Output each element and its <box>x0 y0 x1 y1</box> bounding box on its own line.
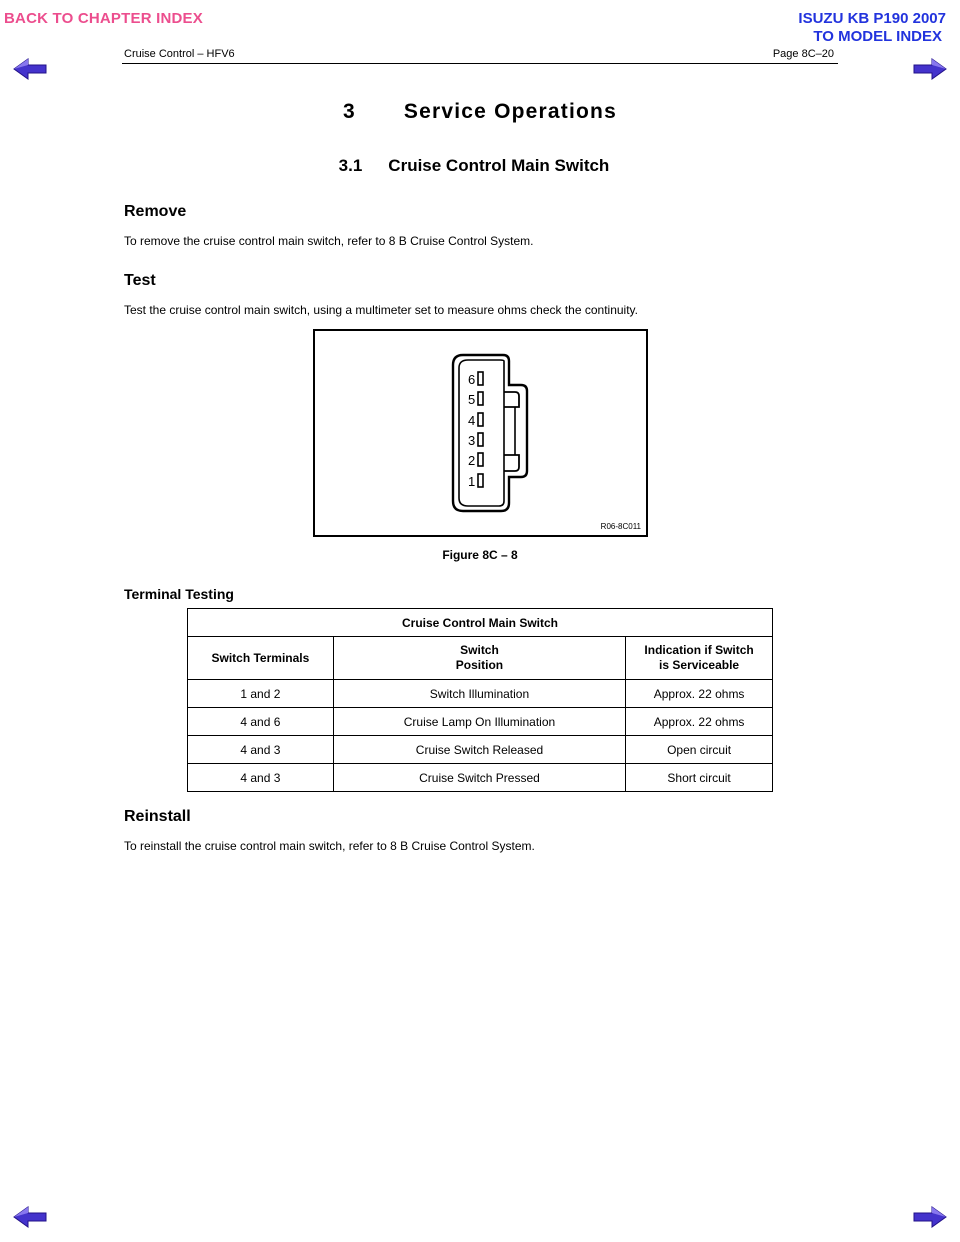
test-heading: Test <box>124 272 156 289</box>
pin-label: 2 <box>468 453 476 468</box>
table-cell: 4 and 3 <box>188 764 334 792</box>
right-arrow-icon[interactable] <box>912 57 948 81</box>
pin-label: 4 <box>468 413 476 428</box>
pin-contact <box>478 433 483 446</box>
switch-connector-figure <box>313 329 648 537</box>
section-title: Service Operations <box>403 100 617 123</box>
table-cell: 4 and 3 <box>188 736 334 764</box>
header-section: Cruise Control – HFV6 <box>124 48 235 60</box>
reinstall-heading: Reinstall <box>124 808 191 825</box>
figure-code: R06-8C011 <box>600 522 641 531</box>
pin-contact <box>478 413 483 426</box>
table-cell: Approx. 22 ohms <box>626 680 773 708</box>
pin-label: 5 <box>468 392 476 407</box>
section-heading <box>0 100 960 124</box>
table-row <box>188 680 773 708</box>
table-cell: Short circuit <box>626 764 773 792</box>
column-header: Switch Terminals <box>188 637 334 680</box>
left-arrow-icon[interactable] <box>12 1205 48 1229</box>
pin-label: 1 <box>468 474 476 489</box>
left-arrow-icon[interactable] <box>12 57 48 81</box>
subsection-heading <box>0 156 948 176</box>
terminal-testing-table <box>187 608 773 792</box>
terminal-testing-heading: Terminal Testing <box>124 586 234 602</box>
table-cell: Cruise Lamp On Illumination <box>333 708 625 736</box>
reinstall-text: To reinstall the cruise control main switch, refer to 8 B Cruise Control System. <box>124 839 535 853</box>
pin-label: 3 <box>468 433 476 448</box>
pin-contact <box>478 453 483 466</box>
table-cell: Cruise Switch Released <box>333 736 625 764</box>
remove-text: To remove the cruise control main switch, refer to 8 B Cruise Control System. <box>124 234 534 248</box>
table-cell: 1 and 2 <box>188 680 334 708</box>
test-text: Test the cruise control main switch, using a multimeter set to measure ohms check the continuity. <box>124 303 638 317</box>
model-title-link[interactable]: ISUZU KB P190 2007 <box>798 10 946 27</box>
table-cell: Open circuit <box>626 736 773 764</box>
pin-contact <box>478 474 483 487</box>
right-arrow-icon[interactable] <box>912 1205 948 1229</box>
column-header: Indication if Switch is Serviceable <box>626 637 773 680</box>
pin-contact <box>478 372 483 385</box>
header-rule <box>122 63 838 64</box>
table-cell: Cruise Switch Pressed <box>333 764 625 792</box>
section-number: 3 <box>343 100 356 123</box>
back-to-chapter-index-link[interactable]: BACK TO CHAPTER INDEX <box>4 10 203 27</box>
pin-label: 6 <box>468 372 476 387</box>
table-cell: Switch Illumination <box>333 680 625 708</box>
subsection-title: Cruise Control Main Switch <box>388 156 610 175</box>
table-cell: 4 and 6 <box>188 708 334 736</box>
header-page-number: Page 8C–20 <box>772 48 834 60</box>
remove-heading: Remove <box>124 203 187 220</box>
pin-contact <box>478 392 483 405</box>
model-index-link[interactable]: TO MODEL INDEX <box>813 28 942 45</box>
table-title: Cruise Control Main Switch <box>188 609 773 637</box>
table-row <box>188 708 773 736</box>
table-row <box>188 736 773 764</box>
table-cell: Approx. 22 ohms <box>626 708 773 736</box>
figure-caption: Figure 8C – 8 <box>442 548 518 562</box>
connector-diagram <box>315 331 646 535</box>
column-header: Switch Position <box>333 637 625 680</box>
subsection-number: 3.1 <box>338 156 363 175</box>
table-row <box>188 764 773 792</box>
table-header-row <box>188 637 773 680</box>
